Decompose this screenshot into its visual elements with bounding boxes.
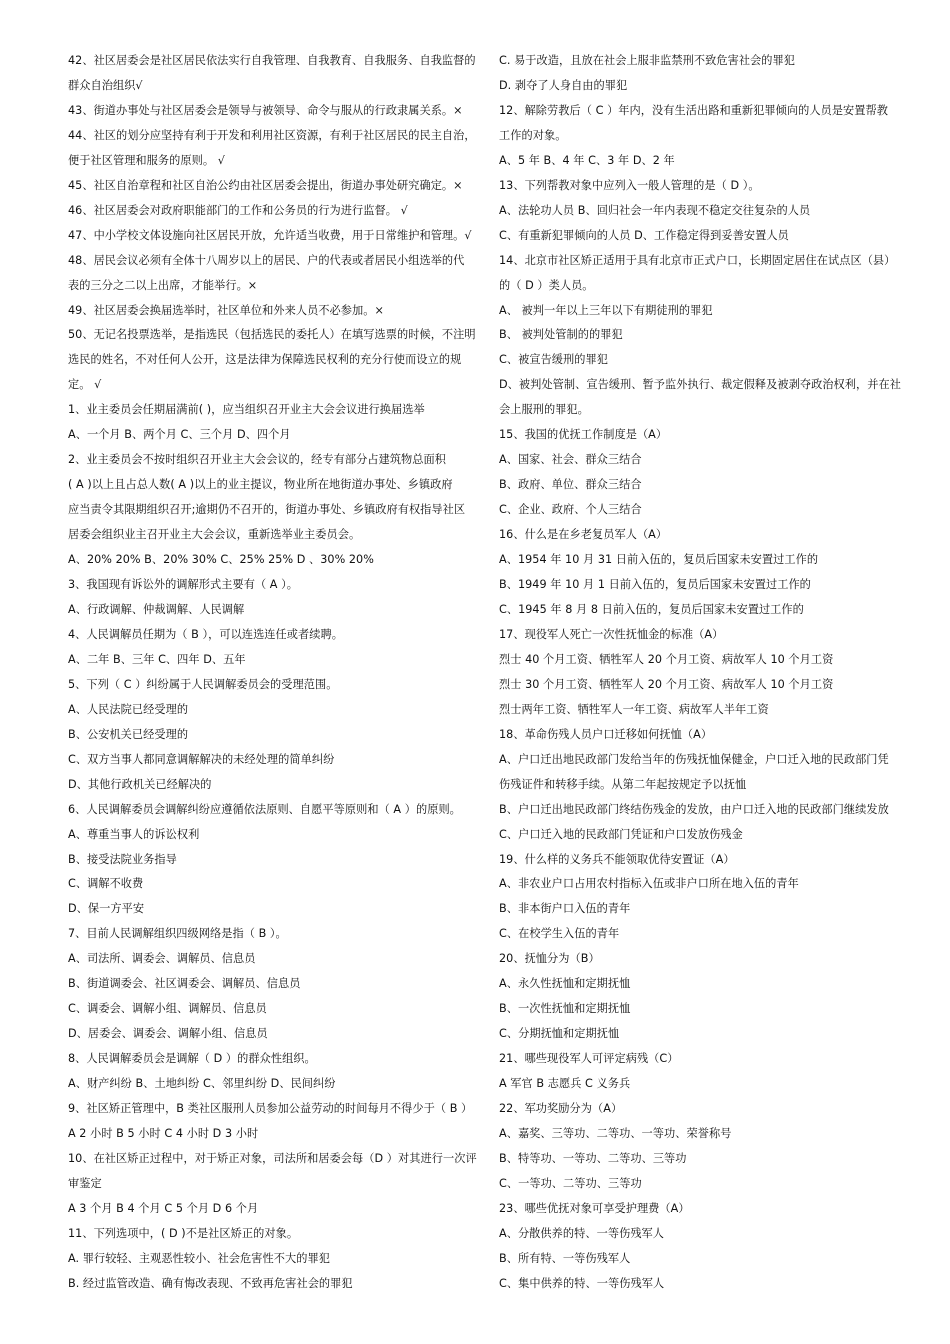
left-text-line: D、其他行政机关已经解决的 <box>68 777 212 791</box>
left-text-line: B、接受法院业务指导 <box>68 852 177 866</box>
left-text-line: D、居委会、调委会、调解小组、信息员 <box>68 1027 268 1041</box>
left-text-line: 11、下列选项中，( D )不是社区矫正的对象。 <box>68 1226 299 1240</box>
left-text-line: 46、社区居委会对政府职能部门的工作和公务员的行为进行监督。 √ <box>68 203 408 217</box>
left-text-line: 42、社区居委会是社区居民依法实行自我管理、自我教育、自我服务、自我监督的 <box>68 54 476 67</box>
right-text-line: A、国家、社会、群众三结合 <box>499 453 642 467</box>
right-text-line: D. 剥夺了人身自由的罪犯 <box>499 78 628 92</box>
left-text-line: 44、社区的划分应坚持有利于开发和利用社区资源，有利于社区居民的民主自治， <box>68 128 476 142</box>
left-text-line: B、街道调委会、社区调委会、调解员、信息员 <box>68 977 301 991</box>
right-text-line: A、1954 年 10 月 31 日前入伍的，复员后国家未安置过工作的 <box>499 553 819 567</box>
right-text-line: B、1949 年 10 月 1 日前入伍的，复员后国家未安置过工作的 <box>499 578 811 592</box>
right-text-line: C、户口迁入地的民政部门凭证和户口发放伤残金 <box>499 827 743 841</box>
right-text-line: 会上服刑的罪犯。 <box>499 403 589 417</box>
right-text-line: D、被判处管制、宣告缓刑、暂予监外执行、裁定假释及被剥夺政治权利，并在社 <box>499 378 901 392</box>
left-text-line: 2、业主委员会不按时组织召开业主大会会议的，经专有部分占建筑物总面积 <box>68 453 447 467</box>
left-text-line: 50、无记名投票选举，是指选民（包括选民的委托人）在填写选票的时候，不注明 <box>68 328 476 342</box>
left-text-line: 应当责令其限期组织召开;逾期仍不召开的，街道办事处、乡镇政府有权指导社区 <box>68 503 466 517</box>
left-text-line: A、人民法院已经受理的 <box>68 702 189 716</box>
right-text-line: 烈士 40 个月工资、牺牲军人 20 个月工资、病故军人 10 个月工资 <box>499 652 834 666</box>
right-text-line: C. 易于改造，且放在社会上服非监禁刑不致危害社会的罪犯 <box>499 54 796 67</box>
left-text-line: A 3 个月 B 4 个月 C 5 个月 D 6 个月 <box>68 1201 259 1215</box>
right-text-line: B、 被判处管制的的罪犯 <box>499 328 623 342</box>
left-text-line: 1、业主委员会任期届满前( )，应当组织召开业主大会会议进行换届选举 <box>68 403 425 417</box>
left-text-line: 10、在社区矫正过程中，对于矫正对象，司法所和居委会每（D ）对其进行一次评 <box>68 1151 477 1165</box>
left-text-line: 群众自治组织√ <box>68 78 143 92</box>
right-text-line: 18、革命伤残人员户口迁移如何抚恤（A） <box>499 727 713 741</box>
right-text-line: B、非本街户口入伍的青年 <box>499 902 631 916</box>
left-text-line: 47、中小学校文体设施向社区居民开放，允许适当收费，用于日常维护和管理。√ <box>68 228 472 242</box>
left-text-line: C、双方当事人都同意调解解决的未经处理的简单纠纷 <box>68 752 335 766</box>
right-text-line: 23、哪些优抚对象可享受护理费（A） <box>499 1201 690 1215</box>
right-text-line: B、户口迁出地民政部门终结伤残金的发放，由户口迁入地的民政部门继续发放 <box>499 802 889 816</box>
right-text-line: 12、解除劳教后（ C ）年内，没有生活出路和重新犯罪倾向的人员是安置帮教 <box>499 103 889 117</box>
right-text-line: B、政府、单位、群众三结合 <box>499 478 642 492</box>
right-text-line: C、有重新犯罪倾向的人员 D、工作稳定得到妥善安置人员 <box>499 228 789 242</box>
right-text-line: 13、下列帮教对象中应列入一般人管理的是（ D ）。 <box>499 178 760 192</box>
right-text-line: C、集中供养的特、一等伤残军人 <box>499 1276 665 1290</box>
left-text-line: 4、人民调解员任期为（ B ），可以连选连任或者续聘。 <box>68 627 343 641</box>
right-text-line: C、在校学生入伍的青年 <box>499 927 620 941</box>
left-text-line: A 2 小时 B 5 小时 C 4 小时 D 3 小时 <box>68 1126 259 1140</box>
right-text-line: 20、抚恤分为（B） <box>499 952 600 966</box>
right-text-line: 14、北京市社区矫正适用于具有北京市正式户口，长期固定居住在试点区（县） <box>499 253 896 267</box>
right-text-line: 的（ D ）类人员。 <box>499 278 594 292</box>
right-text-line: C、1945 年 8 月 8 日前入伍的，复员后国家未安置过工作的 <box>499 602 804 616</box>
left-text-line: 3、我国现有诉讼外的调解形式主要有（ A ）。 <box>68 578 298 592</box>
right-text-line: A 军官 B 志愿兵 C 义务兵 <box>499 1077 631 1091</box>
right-text-line: B、所有特、一等伤残军人 <box>499 1251 631 1265</box>
left-text-line: 选民的姓名，不对任何人公开，这是法律为保障选民权利的充分行使而设立的规 <box>68 353 462 367</box>
left-text-line: A、行政调解、仲裁调解、人民调解 <box>68 602 245 616</box>
right-text-line: 工作的对象。 <box>499 128 567 142</box>
right-text-line: B、一次性抚恤和定期抚恤 <box>499 1002 631 1016</box>
right-column <box>499 49 909 1297</box>
right-text-line: 16、什么是在乡老复员军人（A） <box>499 528 668 542</box>
right-text-line: 19、什么样的义务兵不能领取优待安置证（A） <box>499 852 735 866</box>
right-text-line: A、嘉奖、三等功、二等功、一等功、荣誉称号 <box>499 1126 732 1140</box>
right-text-line: A、 被判一年以上三年以下有期徒刑的罪犯 <box>499 303 713 317</box>
left-text-line: B、公安机关已经受理的 <box>68 727 189 741</box>
left-text-line: 表的三分之二以上出席，才能举行。× <box>68 278 258 292</box>
left-text-line: A、司法所、调委会、调解员、信息员 <box>68 952 256 966</box>
right-text-line: B、特等功、一等功、二等功、三等功 <box>499 1151 687 1165</box>
right-text-line: C、分期抚恤和定期抚恤 <box>499 1027 620 1041</box>
right-text-line: A、永久性抚恤和定期抚恤 <box>499 977 631 991</box>
right-text-line: A、分散供养的特、一等伤残军人 <box>499 1226 665 1240</box>
left-text-line: A、一个月 B、两个月 C、三个月 D、四个月 <box>68 428 291 442</box>
left-text-line: 定。 √ <box>68 378 102 392</box>
right-text-line: 烈士 30 个月工资、牺牲军人 20 个月工资、病故军人 10 个月工资 <box>499 677 834 691</box>
left-text-line: 9、社区矫正管理中，B 类社区服刑人员参加公益劳动的时间每月不得少于（ B ） <box>68 1102 473 1116</box>
right-text-line: 21、哪些现役军人可评定病残（C） <box>499 1052 679 1066</box>
left-text-line: 45、社区自治章程和社区自治公约由社区居委会提出，街道办事处研究确定。× <box>68 178 463 192</box>
right-text-line: A、法轮功人员 B、回归社会一年内表现不稳定交往复杂的人员 <box>499 203 811 217</box>
left-text-line: 5、下列（ C ）纠纷属于人民调解委员会的受理范围。 <box>68 677 338 691</box>
left-text-line: 6、人民调解委员会调解纠纷应遵循依法原则、自愿平等原则和（ A ）的原则。 <box>68 802 461 816</box>
right-text-line: 15、我国的优抚工作制度是（A） <box>499 428 668 442</box>
left-text-line: 审鉴定 <box>68 1176 102 1190</box>
left-text-line: B. 经过监管改造、确有悔改表现、不致再危害社会的罪犯 <box>68 1276 353 1290</box>
left-text-line: A、20% 20% B、20% 30% C、25% 25% D 、30% 20% <box>68 553 374 567</box>
right-text-line: A、户口迁出地民政部门发给当年的伤残抚恤保健金，户口迁入地的民政部门凭 <box>499 752 889 766</box>
left-text-line: C、调解不收费 <box>68 877 144 891</box>
left-text-line: 43、街道办事处与社区居委会是领导与被领导、命令与服从的行政隶属关系。× <box>68 103 463 117</box>
left-text-line: C、调委会、调解小组、调解员、信息员 <box>68 1002 267 1016</box>
right-text-line: 22、军功奖励分为（A） <box>499 1102 623 1116</box>
left-text-line: 7、目前人民调解组织四级网络是指（ B ）。 <box>68 927 287 941</box>
right-text-line: A、非农业户口占用农村指标入伍或非户口所在地入伍的青年 <box>499 877 799 891</box>
left-text-line: 49、社区居委会换届选举时，社区单位和外来人员不必参加。× <box>68 303 384 317</box>
left-text-line: 便于社区管理和服务的原则。 √ <box>68 153 225 167</box>
left-text-line: A、尊重当事人的诉讼权利 <box>68 827 200 841</box>
left-text-line: ( A )以上且占总人数( A )以上的业主提议，物业所在地街道办事处、乡镇政府 <box>68 478 453 492</box>
left-text-line: D、保一方平安 <box>68 902 145 916</box>
right-text-line: C、一等功、二等功、三等功 <box>499 1176 642 1190</box>
left-text-line: A、二年 B、三年 C、四年 D、五年 <box>68 652 246 666</box>
left-text-line: 8、人民调解委员会是调解（ D ）的群众性组织。 <box>68 1052 316 1066</box>
left-text-line: 48、居民会议必须有全体十八周岁以上的居民、户的代表或者居民小组选举的代 <box>68 253 465 267</box>
right-text-line: C、被宣告缓刑的罪犯 <box>499 353 608 367</box>
left-text-line: A、财产纠纷 B、土地纠纷 C、邻里纠纷 D、民间纠纷 <box>68 1077 336 1091</box>
left-text-line: 居委会组织业主召开业主大会会议，重新选举业主委员会。 <box>68 528 361 542</box>
right-text-line: 烈士两年工资、牺牲军人一年工资、病故军人半年工资 <box>499 702 769 716</box>
right-text-line: C、企业、政府、个人三结合 <box>499 503 642 517</box>
right-text-line: 17、现役军人死亡一次性抚恤金的标准（A） <box>499 627 724 641</box>
right-text-line: A、5 年 B、4 年 C、3 年 D、2 年 <box>499 153 675 167</box>
left-column <box>68 49 488 1297</box>
right-text-line: 伤残证件和转移手续。从第二年起按规定予以抚恤 <box>499 777 747 791</box>
left-text-line: A. 罪行较轻、主观恶性较小、社会危害性不大的罪犯 <box>68 1251 330 1265</box>
